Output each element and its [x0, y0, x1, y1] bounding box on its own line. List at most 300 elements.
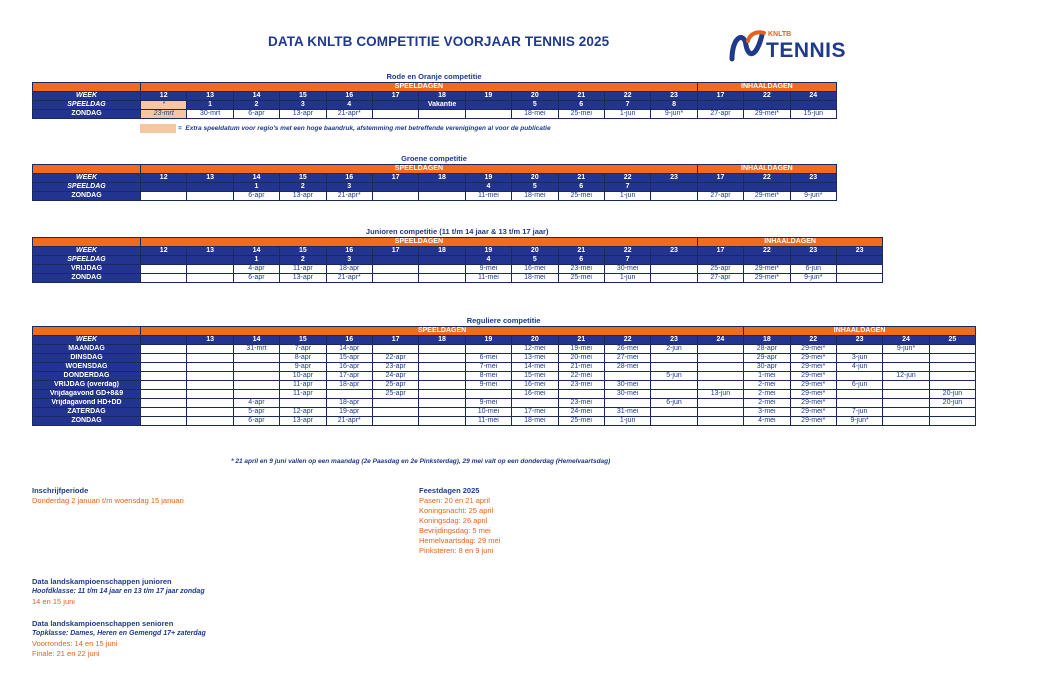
- week-number: 20: [512, 247, 558, 256]
- schedule-table: [32, 326, 976, 426]
- week-number: 20: [512, 174, 558, 183]
- row-label: ZONDAG: [33, 192, 141, 201]
- week-number: [141, 336, 187, 345]
- inhaal-speeldag: [697, 101, 743, 110]
- speeldag-number: 7: [604, 256, 650, 265]
- date-cell: 23-mei: [558, 381, 604, 390]
- date-cell: 30-mrt: [187, 110, 233, 119]
- week-number: 24: [697, 336, 743, 345]
- date-cell: 14-mei: [512, 363, 558, 372]
- inhaal-date-cell: 9-jun*: [883, 345, 929, 354]
- lk-senioren-sub: Topklasse: Dames, Heren en Gemengd 17+ zaterdag: [32, 630, 206, 637]
- section-title: Junioren competitie (11 t/m 14 jaar & 13 t/m 17 jaar): [365, 227, 549, 236]
- date-cell: 5-apr: [233, 408, 279, 417]
- speeldag-number: [372, 183, 418, 192]
- date-cell: 30-mei: [604, 390, 650, 399]
- week-number: 23: [651, 247, 698, 256]
- date-cell: [372, 345, 418, 354]
- speeldag-number: 5: [512, 183, 558, 192]
- date-cell: [697, 363, 743, 372]
- speeldag-number: 5: [512, 101, 558, 110]
- date-cell: 9-mei: [465, 381, 511, 390]
- date-cell: [141, 354, 187, 363]
- date-cell: 9-apr: [280, 363, 326, 372]
- row-label: ZONDAG: [33, 110, 141, 119]
- week-number: 19: [465, 336, 511, 345]
- week-number: 22: [604, 336, 650, 345]
- inhaal-week-number: 25: [929, 336, 975, 345]
- week-number: 13: [187, 336, 233, 345]
- inhaal-date-cell: 2-mei: [744, 381, 790, 390]
- date-cell: 22-apr: [372, 354, 418, 363]
- week-number: 17: [372, 336, 418, 345]
- week-number: 21: [558, 92, 604, 101]
- speeldag-number: [465, 101, 511, 110]
- date-cell: [419, 110, 465, 119]
- date-cell: 16-mei: [512, 265, 558, 274]
- date-cell: [141, 399, 187, 408]
- week-number: 18: [419, 247, 465, 256]
- date-cell: 24-mei: [558, 408, 604, 417]
- date-cell: 19-apr: [326, 408, 372, 417]
- date-cell: [419, 390, 465, 399]
- inhaal-date-cell: 29-mei*: [790, 345, 836, 354]
- speeldag-number: 3: [280, 101, 326, 110]
- week-number: 21: [558, 174, 604, 183]
- week-number: 12: [141, 92, 187, 101]
- week-number: 13: [187, 247, 233, 256]
- speeldag-number: [372, 101, 418, 110]
- speeldag-label: SPEELDAG: [33, 256, 141, 265]
- date-cell: 13-apr: [280, 274, 326, 283]
- date-cell: [141, 192, 187, 201]
- inhaal-date-cell: 3-jun: [836, 354, 882, 363]
- table-row: [33, 345, 976, 354]
- date-cell: [187, 265, 233, 274]
- date-cell: 13-apr: [280, 417, 326, 426]
- date-cell: [187, 274, 233, 283]
- inhaal-date-cell: [836, 265, 882, 274]
- date-cell: [372, 265, 418, 274]
- date-cell: 18-apr: [326, 265, 372, 274]
- extra-date-legend-swatch: [140, 124, 176, 133]
- speeldag-number: 8: [651, 101, 698, 110]
- date-cell: 11-mei: [465, 192, 511, 201]
- week-number: 21: [558, 247, 604, 256]
- date-cell: [187, 408, 233, 417]
- inhaal-date-cell: 29-mei*: [790, 363, 836, 372]
- inhaal-date-cell: 2-mei: [744, 399, 790, 408]
- date-cell: 31-mei: [604, 408, 650, 417]
- date-cell: [187, 417, 233, 426]
- table-row: [33, 417, 976, 426]
- date-cell: 30-mei: [604, 381, 650, 390]
- date-cell: 12-mei: [512, 345, 558, 354]
- schedule-table: [32, 237, 883, 283]
- date-cell: 2-jun: [651, 345, 697, 354]
- table-row: [33, 381, 976, 390]
- date-cell: [651, 381, 697, 390]
- date-cell: 6-apr: [233, 110, 279, 119]
- banner-blank: [33, 327, 141, 336]
- speeldagen-header: SPEELDAGEN: [141, 165, 698, 174]
- speeldag-number: 3: [326, 256, 372, 265]
- week-number: 18: [419, 174, 465, 183]
- inhaal-week-number: 17: [697, 174, 743, 183]
- inhaal-date-cell: 2-mei: [744, 390, 790, 399]
- inhaal-date-cell: [836, 345, 882, 354]
- speeldag-number: [419, 183, 465, 192]
- inhaal-speeldag: [836, 256, 882, 265]
- date-cell: 25-apr: [372, 390, 418, 399]
- inhaaldagen-header: INHAALDAGEN: [697, 83, 836, 92]
- date-cell: [558, 390, 604, 399]
- date-cell: [419, 363, 465, 372]
- inhaal-speeldag: [744, 101, 790, 110]
- week-number: 12: [141, 247, 187, 256]
- speeldag-number: *: [141, 101, 187, 110]
- lk-junioren-heading: Data landskampioenschappen junioren: [32, 577, 172, 586]
- date-cell: 25-apr: [372, 381, 418, 390]
- date-cell: [141, 390, 187, 399]
- date-cell: [419, 399, 465, 408]
- week-number: 14: [233, 92, 279, 101]
- date-cell: 13-mei: [512, 354, 558, 363]
- date-cell: [697, 381, 743, 390]
- date-cell: 1-jun: [604, 274, 650, 283]
- extra-date-legend: [178, 125, 551, 132]
- inhaal-date-cell: 29-mei*: [790, 399, 836, 408]
- feestdagen-heading: Feestdagen 2025: [419, 486, 480, 495]
- row-label: ZATERDAG: [33, 408, 141, 417]
- speeldag-number: [187, 183, 233, 192]
- inhaal-date-cell: 29-mei*: [790, 408, 836, 417]
- date-cell: 19-mei: [558, 345, 604, 354]
- week-number: 13: [187, 174, 233, 183]
- date-cell: 11-apr: [280, 381, 326, 390]
- date-cell: 6-jun: [651, 399, 697, 408]
- inhaal-week-number: 22: [744, 247, 790, 256]
- lk-senioren-block: [32, 619, 206, 659]
- date-cell: 27-mei: [604, 354, 650, 363]
- date-cell: [372, 417, 418, 426]
- date-cell: 24-apr: [372, 372, 418, 381]
- date-cell: [187, 363, 233, 372]
- week-number: 15: [280, 174, 326, 183]
- speeldag-number: [651, 256, 698, 265]
- speeldag-number: [651, 183, 698, 192]
- date-cell: [651, 265, 698, 274]
- week-number: 21: [558, 336, 604, 345]
- date-cell: 18-mei: [512, 110, 558, 119]
- date-cell: [141, 345, 187, 354]
- date-cell: 13-jun: [697, 390, 743, 399]
- date-cell: 11-apr: [280, 390, 326, 399]
- row-label: Vrijdagavond HD+DD: [33, 399, 141, 408]
- table-row: [33, 363, 976, 372]
- date-cell: 21-mei: [558, 363, 604, 372]
- inhaal-date-cell: 29-mei*: [790, 354, 836, 363]
- speeldag-number: [419, 256, 465, 265]
- date-cell: [697, 345, 743, 354]
- inhaal-date-cell: [883, 381, 929, 390]
- date-cell: 10-mei: [465, 408, 511, 417]
- date-cell: [233, 354, 279, 363]
- speeldag-number: 6: [558, 183, 604, 192]
- date-cell: [187, 390, 233, 399]
- table-row: [33, 372, 976, 381]
- date-cell: [465, 345, 511, 354]
- inhaal-week-number: 22: [744, 92, 790, 101]
- date-cell: [697, 354, 743, 363]
- inhaal-date-cell: 29-mei*: [790, 381, 836, 390]
- date-cell: [419, 408, 465, 417]
- inhaal-week-number: 18: [744, 336, 790, 345]
- inhaal-date-cell: [883, 417, 929, 426]
- row-label: DONDERDAG: [33, 372, 141, 381]
- feestdagen-block: [419, 486, 500, 556]
- week-number: 20: [512, 92, 558, 101]
- week-number: 19: [465, 92, 511, 101]
- table-row: [33, 265, 883, 274]
- date-cell: [651, 354, 697, 363]
- date-cell: [372, 274, 418, 283]
- date-cell: 15-mei: [512, 372, 558, 381]
- banner-blank: [33, 83, 141, 92]
- inhaal-date-cell: [883, 390, 929, 399]
- inhaaldagen-header: INHAALDAGEN: [697, 165, 836, 174]
- banner-blank: [33, 165, 141, 174]
- table-row: [33, 110, 837, 119]
- inhaal-date-cell: 20-jun: [929, 390, 975, 399]
- section-title: Reguliere competitie: [466, 316, 541, 325]
- inhaal-date-cell: 29-mei*: [790, 390, 836, 399]
- date-cell: 4-apr: [233, 399, 279, 408]
- inhaal-date-cell: 20-jun: [929, 399, 975, 408]
- date-cell: 25-mei: [558, 274, 604, 283]
- page-title: DATA KNLTB COMPETITIE VOORJAAR TENNIS 2025: [268, 34, 610, 49]
- week-number: 16: [326, 174, 372, 183]
- date-cell: 21-apr*: [326, 192, 372, 201]
- date-cell: 6-apr: [233, 274, 279, 283]
- date-cell: 1-jun: [604, 417, 650, 426]
- date-cell: [651, 408, 697, 417]
- inhaal-date-cell: 29-mei*: [744, 192, 790, 201]
- date-cell: 21-apr*: [326, 110, 372, 119]
- date-cell: [187, 345, 233, 354]
- lk-junioren-sub: Hoofdklasse: 11 t/m 14 jaar en 13 t/m 17 jaar zondag: [32, 588, 205, 595]
- inhaal-speeldag: [790, 183, 836, 192]
- inhaal-date-cell: 12-jun: [883, 372, 929, 381]
- date-cell: 7-mei: [465, 363, 511, 372]
- schedule-table: [32, 164, 837, 201]
- date-cell: 20-mei: [558, 354, 604, 363]
- date-cell: 23-mei: [558, 265, 604, 274]
- speeldag-number: [187, 256, 233, 265]
- date-cell: [651, 192, 698, 201]
- speeldag-number: 6: [558, 256, 604, 265]
- week-number: 16: [326, 247, 372, 256]
- inhaal-date-cell: 27-apr: [697, 192, 743, 201]
- date-cell: [233, 363, 279, 372]
- speeldag-number: 4: [465, 183, 511, 192]
- date-cell: 23-mrt: [141, 110, 187, 119]
- date-cell: [419, 417, 465, 426]
- date-cell: 12-apr: [280, 408, 326, 417]
- inhaaldagen-header: INHAALDAGEN: [744, 327, 976, 336]
- inhaal-date-cell: [883, 363, 929, 372]
- inhaal-speeldag: [790, 101, 836, 110]
- date-cell: 9-jun*: [651, 110, 698, 119]
- inhaal-date-cell: 1-mei: [744, 372, 790, 381]
- date-cell: [419, 372, 465, 381]
- date-cell: 23-mei: [558, 399, 604, 408]
- inhaal-week-number: 23: [790, 247, 836, 256]
- inhaal-date-cell: [836, 390, 882, 399]
- speeldagen-header: SPEELDAGEN: [141, 238, 698, 247]
- speeldag-number: 1: [233, 183, 279, 192]
- date-cell: 11-mei: [465, 274, 511, 283]
- inhaal-date-cell: 9-jun*: [790, 192, 836, 201]
- date-cell: 25-mei: [558, 192, 604, 201]
- speeldag-number: 1: [233, 256, 279, 265]
- speeldag-number: 5: [512, 256, 558, 265]
- date-cell: [187, 372, 233, 381]
- speeldag-number: 3: [326, 183, 372, 192]
- date-cell: [141, 363, 187, 372]
- feestdag-item: Pinksteren: 8 en 9 juni: [419, 546, 494, 555]
- inhaal-date-cell: [836, 274, 882, 283]
- week-number: 16: [326, 92, 372, 101]
- date-cell: [512, 399, 558, 408]
- lk-senioren-line: Voorrondes: 14 en 15 juni: [32, 639, 118, 648]
- date-cell: [651, 274, 698, 283]
- inhaal-date-cell: [929, 354, 975, 363]
- inhaal-speeldag: [744, 256, 790, 265]
- inhaal-date-cell: [883, 399, 929, 408]
- row-label: ZONDAG: [33, 417, 141, 426]
- inhaal-date-cell: [929, 345, 975, 354]
- date-cell: [419, 354, 465, 363]
- date-cell: [187, 381, 233, 390]
- inhaal-date-cell: [929, 381, 975, 390]
- date-cell: 1-jun: [604, 110, 650, 119]
- feestdag-item: Hemelvaartsdag: 29 mei: [419, 536, 501, 545]
- banner-blank: [33, 238, 141, 247]
- date-cell: 25-mei: [558, 417, 604, 426]
- inhaal-date-cell: 27-apr: [697, 110, 743, 119]
- schedule-table: [32, 82, 837, 119]
- feestdag-item: Pasen: 20 en 21 april: [419, 496, 490, 505]
- date-cell: 6-apr: [233, 417, 279, 426]
- week-number: 12: [141, 174, 187, 183]
- speeldag-number: Vakantie: [419, 101, 465, 110]
- date-cell: 11-mei: [465, 417, 511, 426]
- inhaal-date-cell: 4-mei: [744, 417, 790, 426]
- date-cell: 8-mei: [465, 372, 511, 381]
- date-cell: [651, 363, 697, 372]
- inhaal-speeldag: [697, 256, 743, 265]
- feestdag-item: Bevrijdingsdag: 5 mei: [419, 526, 491, 535]
- week-label: WEEK: [33, 92, 141, 101]
- row-label: DINSDAG: [33, 354, 141, 363]
- inhaal-week-number: 24: [883, 336, 929, 345]
- date-cell: 31-mrt: [233, 345, 279, 354]
- date-cell: [651, 417, 697, 426]
- row-label: ZONDAG: [33, 274, 141, 283]
- inhaal-week-number: 22: [744, 174, 790, 183]
- inhaal-date-cell: [929, 372, 975, 381]
- date-cell: 30-mei: [604, 265, 650, 274]
- inhaal-date-cell: [929, 363, 975, 372]
- lk-junioren-text: 14 en 15 juni: [32, 597, 75, 606]
- date-cell: 18-mei: [512, 274, 558, 283]
- row-label: VRIJDAG: [33, 265, 141, 274]
- week-number: 19: [465, 174, 511, 183]
- knltb-swoosh-icon: [728, 29, 768, 63]
- speeldag-number: 7: [604, 183, 650, 192]
- date-cell: 21-apr*: [326, 274, 372, 283]
- inhaal-week-number: 24: [790, 92, 836, 101]
- date-cell: [604, 372, 650, 381]
- inhaal-date-cell: [836, 399, 882, 408]
- date-cell: [187, 399, 233, 408]
- date-cell: [372, 110, 418, 119]
- date-cell: 25-mei: [558, 110, 604, 119]
- inhaal-date-cell: [929, 417, 975, 426]
- date-cell: 11-apr: [280, 265, 326, 274]
- week-number: 14: [233, 247, 279, 256]
- inhaal-week-number: 23: [790, 174, 836, 183]
- inhaal-date-cell: 29-apr: [744, 354, 790, 363]
- row-label: WOENSDAG: [33, 363, 141, 372]
- date-cell: [419, 274, 465, 283]
- speeldagen-header: SPEELDAGEN: [141, 83, 698, 92]
- inhaal-date-cell: [836, 372, 882, 381]
- table-row: [33, 274, 883, 283]
- week-number: 17: [372, 174, 418, 183]
- speeldag-number: 4: [465, 256, 511, 265]
- week-label: WEEK: [33, 247, 141, 256]
- inhaal-date-cell: 29-mei*: [790, 372, 836, 381]
- date-cell: 7-apr: [280, 345, 326, 354]
- date-cell: 21-apr*: [326, 417, 372, 426]
- speeldag-label: SPEELDAG: [33, 183, 141, 192]
- inhaal-date-cell: 29-mei*: [790, 417, 836, 426]
- date-cell: 16-apr: [326, 363, 372, 372]
- week-number: 22: [604, 92, 650, 101]
- date-cell: [465, 110, 511, 119]
- date-cell: [233, 390, 279, 399]
- inhaal-week-number: 17: [697, 92, 743, 101]
- date-cell: 1-jun: [604, 192, 650, 201]
- date-cell: [372, 408, 418, 417]
- date-cell: [697, 372, 743, 381]
- date-cell: 18-mei: [512, 192, 558, 201]
- inhaal-date-cell: 9-jun*: [790, 274, 836, 283]
- speeldag-number: 1: [187, 101, 233, 110]
- date-cell: 17-apr: [326, 372, 372, 381]
- inhaal-date-cell: 28-apr: [744, 345, 790, 354]
- week-number: 20: [512, 336, 558, 345]
- section-title: Groene competitie: [401, 154, 467, 163]
- inhaal-date-cell: 7-jun: [836, 408, 882, 417]
- lk-junioren-block: [32, 577, 205, 607]
- week-number: 19: [465, 247, 511, 256]
- date-cell: [419, 381, 465, 390]
- date-cell: 4-apr: [233, 265, 279, 274]
- speeldag-number: 6: [558, 101, 604, 110]
